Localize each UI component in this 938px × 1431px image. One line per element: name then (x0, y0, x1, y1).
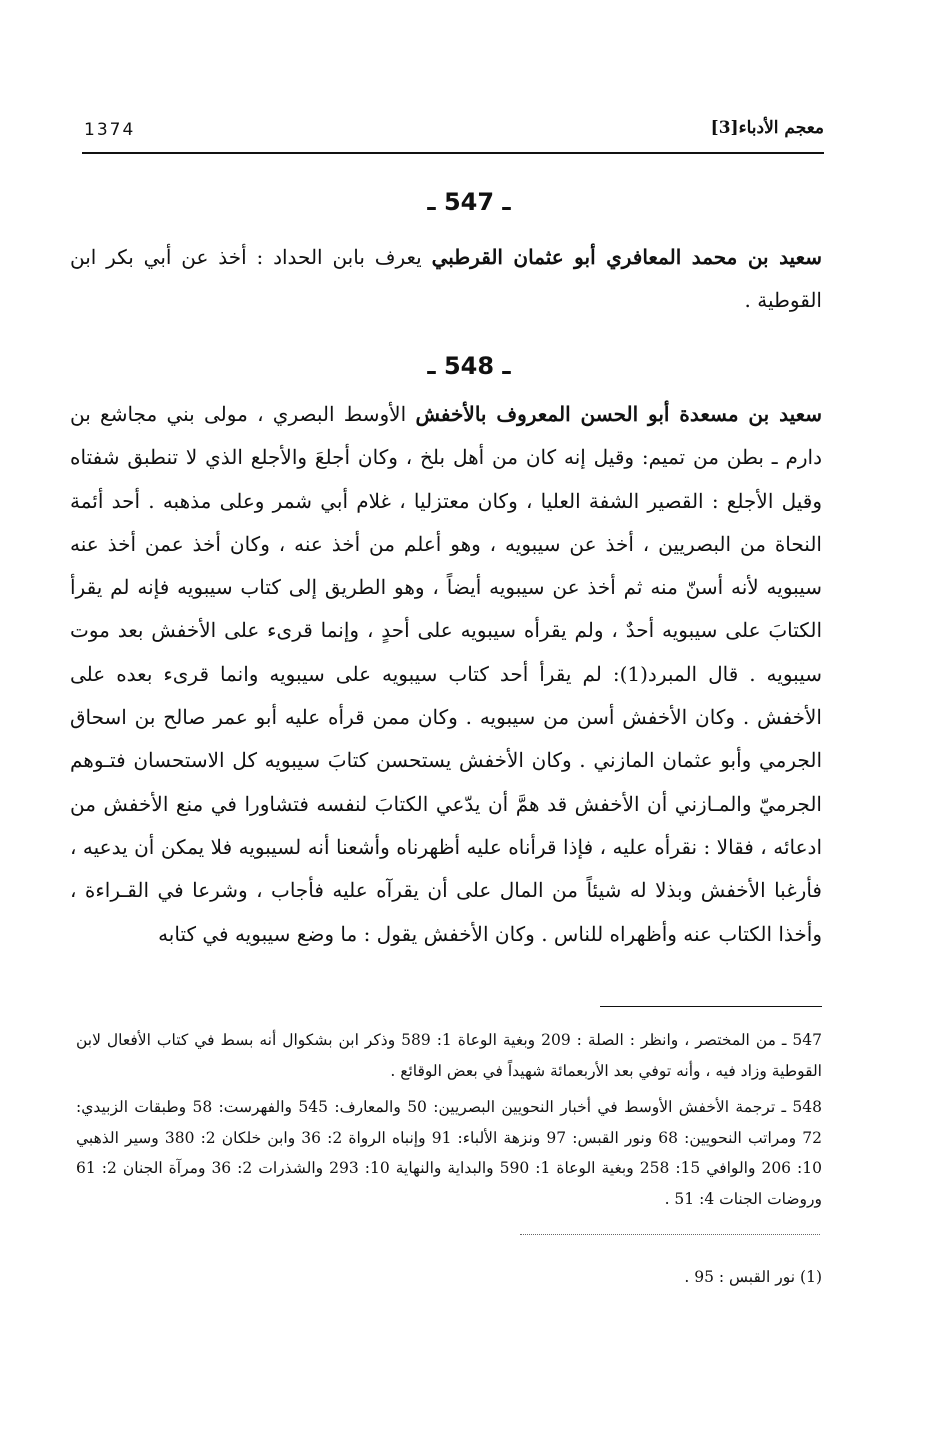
running-title: معجم الأدباء[3] (710, 118, 824, 138)
entry-548-body (70, 393, 822, 956)
entry-548-text: الأوسط البصري ، مولى بني مجاشع بن دارم ـ بطن من تميم: وقيل إنه كان من أهل بلخ ، وكان أجلعَ والأجلع الذي لا تنطبق شفتاه وقيل الأجلع : القصير الشفة العليا ، وكان معتزليا ، غلام أبي شمر وعلى مذهبه . أحد أئمة النحاة من البصريين ، أخذ عن سيبويه ، وهو أعلم من أخذ عنه ، وكان أخذ عمن أخذ عنه سيبويه لأنه أسنّ منه ثم أخذ عن سيبويه أيضاً ، وهو الطريق إلى كتاب سيبويه فإنه لم يقرأ الكتابَ على سيبويه أحدٌ ، ولم يقرأه سيبويه على أحدٍ ، وإنما قرىء على الأخفش بعد موت سيبويه . قال المبرد(1): لم يقرأ أحد كتاب سيبويه على سيبويه وانما قرىء بعده على الأخفش . وكان الأخفش أسن من سيبويه . وكان ممن قرأه عليه أبو عمر صالح بن اسحاق الجرمي وأبو عثمان المازني . وكان الأخفش يستحسن كتابَ سيبويه كل الاستحسان فتـوهم الجرميّ والمـازني أن الأخفش قد همَّ أن يدّعي الكتابَ لنفسه فتشاورا في منع الأخفش من ادعائه ، فقالا : نقرأه عليه ، فإذا قرأناه عليه أظهرناه وأشعنا أنه لسيبويه فلا يمكن أن يدعيه ، فأرغبا الأخفش وبذلا له شيئاً من المال على أن يقرآه عليه فأجاب ، وشرعا في القـراءة ، وأخذا الكتاب عنه وأظهراه للناس . وكان الأخفش يقول : ما وضع سيبويه في كتابه (70, 402, 822, 946)
entry-number-547: ـ 547 ـ (427, 188, 511, 216)
footnote-1: (1) نور القبس : 95 . (684, 1268, 822, 1286)
entry-number-548: ـ 548 ـ (427, 352, 511, 380)
footnote-547: 547 ـ من المختصر ، وانظر : الصلة : 209 وبغية الوعاة 1: 589 وذكر ابن بشكوال أنه بسط في كتاب الأفعال لابن القوطية وزاد فيه ، وأنه توفي بعد الأربعمائة شهيداً في بعض الوقائع . (76, 1031, 822, 1080)
entry-547-name: سعيد بن محمد المعافري أبو عثمان القرطبي (431, 245, 823, 269)
page-header (82, 112, 824, 154)
entry-547-body (70, 236, 822, 323)
entry-548-name: سعيد بن مسعدة أبو الحسن المعروف بالأخفش (415, 402, 823, 426)
entry-547-text: يعرف بابن الحداد : أخذ عن أبي بكر ابن القوطية . (70, 245, 822, 313)
page-number: 1374 (84, 120, 136, 140)
footnote-548: 548 ـ ترجمة الأخفش الأوسط في أخبار النحويين البصريين: 50 والمعارف: 545 والفهرست: 58 وطبقات الزبيدي: 72 ومراتب النحويين: 68 ونور القبس: 97 ونزهة الألباء: 91 وإنباه الرواة 2: 36 وابن خلكان 2: 380 وسير الذهبي 10: 206 والوافي 15: 258 وبغية الوعاة 1: 590 والبداية والنهاية 10: 293 والشذرات 2: 36 ومرآة الجنان 2: 61 وروضات الجنات 4: 51 . (76, 1098, 823, 1208)
footnote-divider (520, 1234, 820, 1235)
footnote-separator (600, 1006, 822, 1007)
